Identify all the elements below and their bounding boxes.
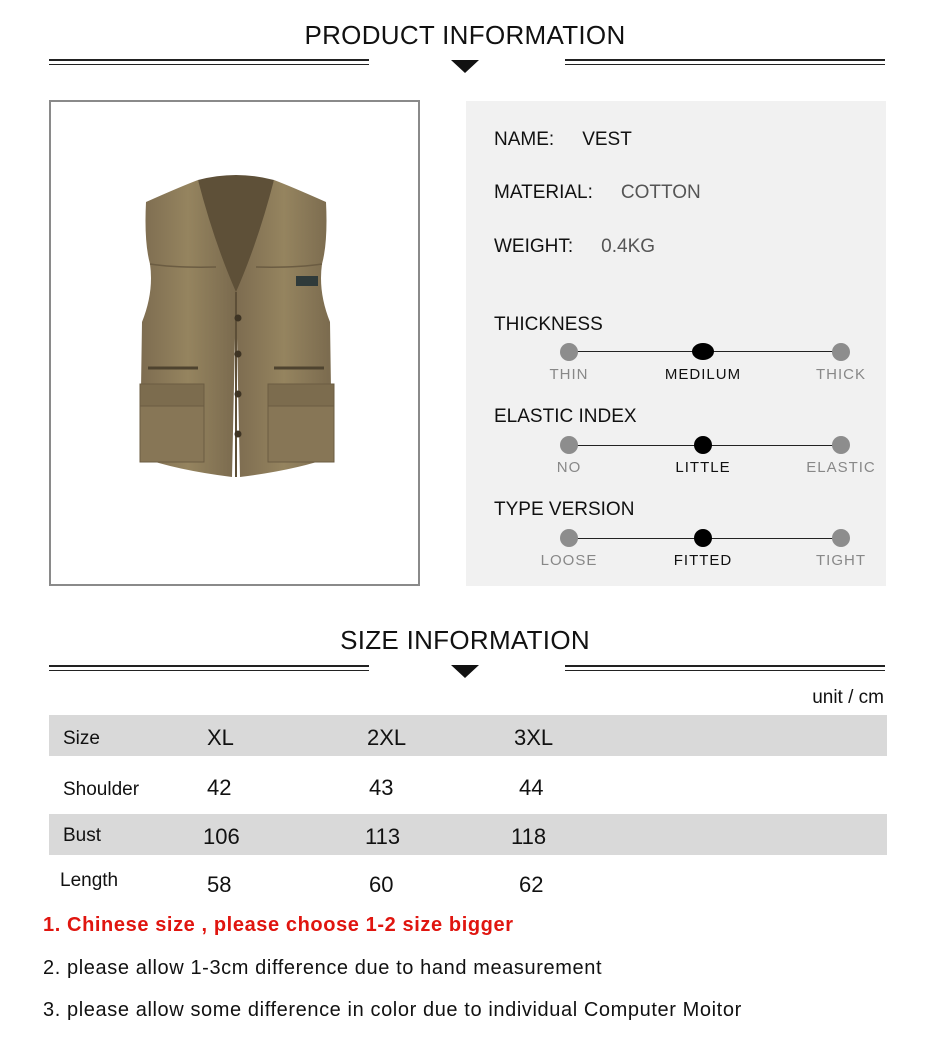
table-cell: 42 [207, 775, 232, 800]
product-image-frame [49, 100, 420, 586]
thickness-dot-medium [692, 343, 714, 360]
weight-row [494, 236, 655, 258]
type-dot-fitted [694, 529, 712, 547]
type-option-loose: LOOSE [540, 552, 598, 569]
material-label: MATERIAL: [494, 182, 593, 203]
divider-left [49, 59, 369, 65]
table-cell: 62 [519, 872, 544, 897]
thickness-label: THICKNESS [494, 314, 603, 335]
thickness-option-medium: MEDILUM [664, 366, 742, 383]
table-row [49, 764, 887, 805]
table-row-label: Shoulder [63, 779, 140, 800]
table-row [49, 814, 887, 855]
note-color: 3. please allow some difference in color due to individual Computer Moitor [43, 999, 742, 1021]
table-cell: 43 [369, 775, 394, 800]
name-row [494, 129, 632, 151]
type-option-fitted: FITTED [673, 552, 733, 569]
type-dot-loose [560, 529, 578, 547]
table-cell: 44 [519, 775, 544, 800]
elastic-dot-elastic [832, 436, 850, 454]
divider-left [49, 665, 369, 671]
elastic-option-elastic: ELASTIC [806, 459, 876, 476]
elastic-index-label: ELASTIC INDEX [494, 406, 637, 427]
thickness-option-thick: THICK [816, 366, 866, 383]
name-value: VEST [582, 129, 632, 150]
note-size-warning: 1. Chinese size , please choose 1-2 size bigger [43, 914, 514, 936]
down-arrow-icon [451, 60, 479, 73]
name-label: NAME: [494, 129, 555, 150]
elastic-option-no: NO [556, 459, 582, 476]
table-header-cell: 2XL [367, 725, 407, 750]
type-option-tight: TIGHT [816, 552, 866, 569]
size-information-title: SIZE INFORMATION [340, 625, 590, 655]
type-dot-tight [832, 529, 850, 547]
thickness-option-thin: THIN [549, 366, 589, 383]
product-info-panel [466, 101, 886, 586]
table-cell: 113 [365, 824, 401, 849]
table-row-label: Length [60, 870, 119, 891]
elastic-option-little: LITTLE [675, 459, 731, 476]
table-row [49, 861, 887, 902]
note-measurement: 2. please allow 1-3cm difference due to hand measurement [43, 957, 603, 979]
table-cell: 118 [511, 824, 547, 849]
table-cell: 58 [207, 872, 232, 897]
weight-value: 0.4KG [601, 236, 656, 257]
elastic-dot-no [560, 436, 578, 454]
vest-image [136, 172, 336, 492]
weight-label: WEIGHT: [494, 236, 574, 257]
down-arrow-icon [451, 665, 479, 678]
unit-label: unit / cm [812, 687, 884, 708]
material-value: COTTON [620, 182, 701, 203]
type-version-label: TYPE VERSION [494, 499, 635, 520]
thickness-dot-thick [832, 343, 850, 361]
table-header-cell: 3XL [514, 725, 554, 750]
table-header-row [49, 715, 887, 756]
divider-right [565, 59, 885, 65]
divider-right [565, 665, 885, 671]
table-header-label: Size [63, 728, 100, 749]
table-cell: 60 [369, 872, 394, 897]
table-cell: 106 [203, 824, 240, 849]
elastic-dot-little [694, 436, 712, 454]
thickness-dot-thin [560, 343, 578, 361]
table-header-cell: XL [207, 725, 234, 750]
table-row-label: Bust [63, 825, 102, 846]
product-information-title: PRODUCT INFORMATION [304, 20, 626, 50]
material-row [494, 182, 701, 204]
